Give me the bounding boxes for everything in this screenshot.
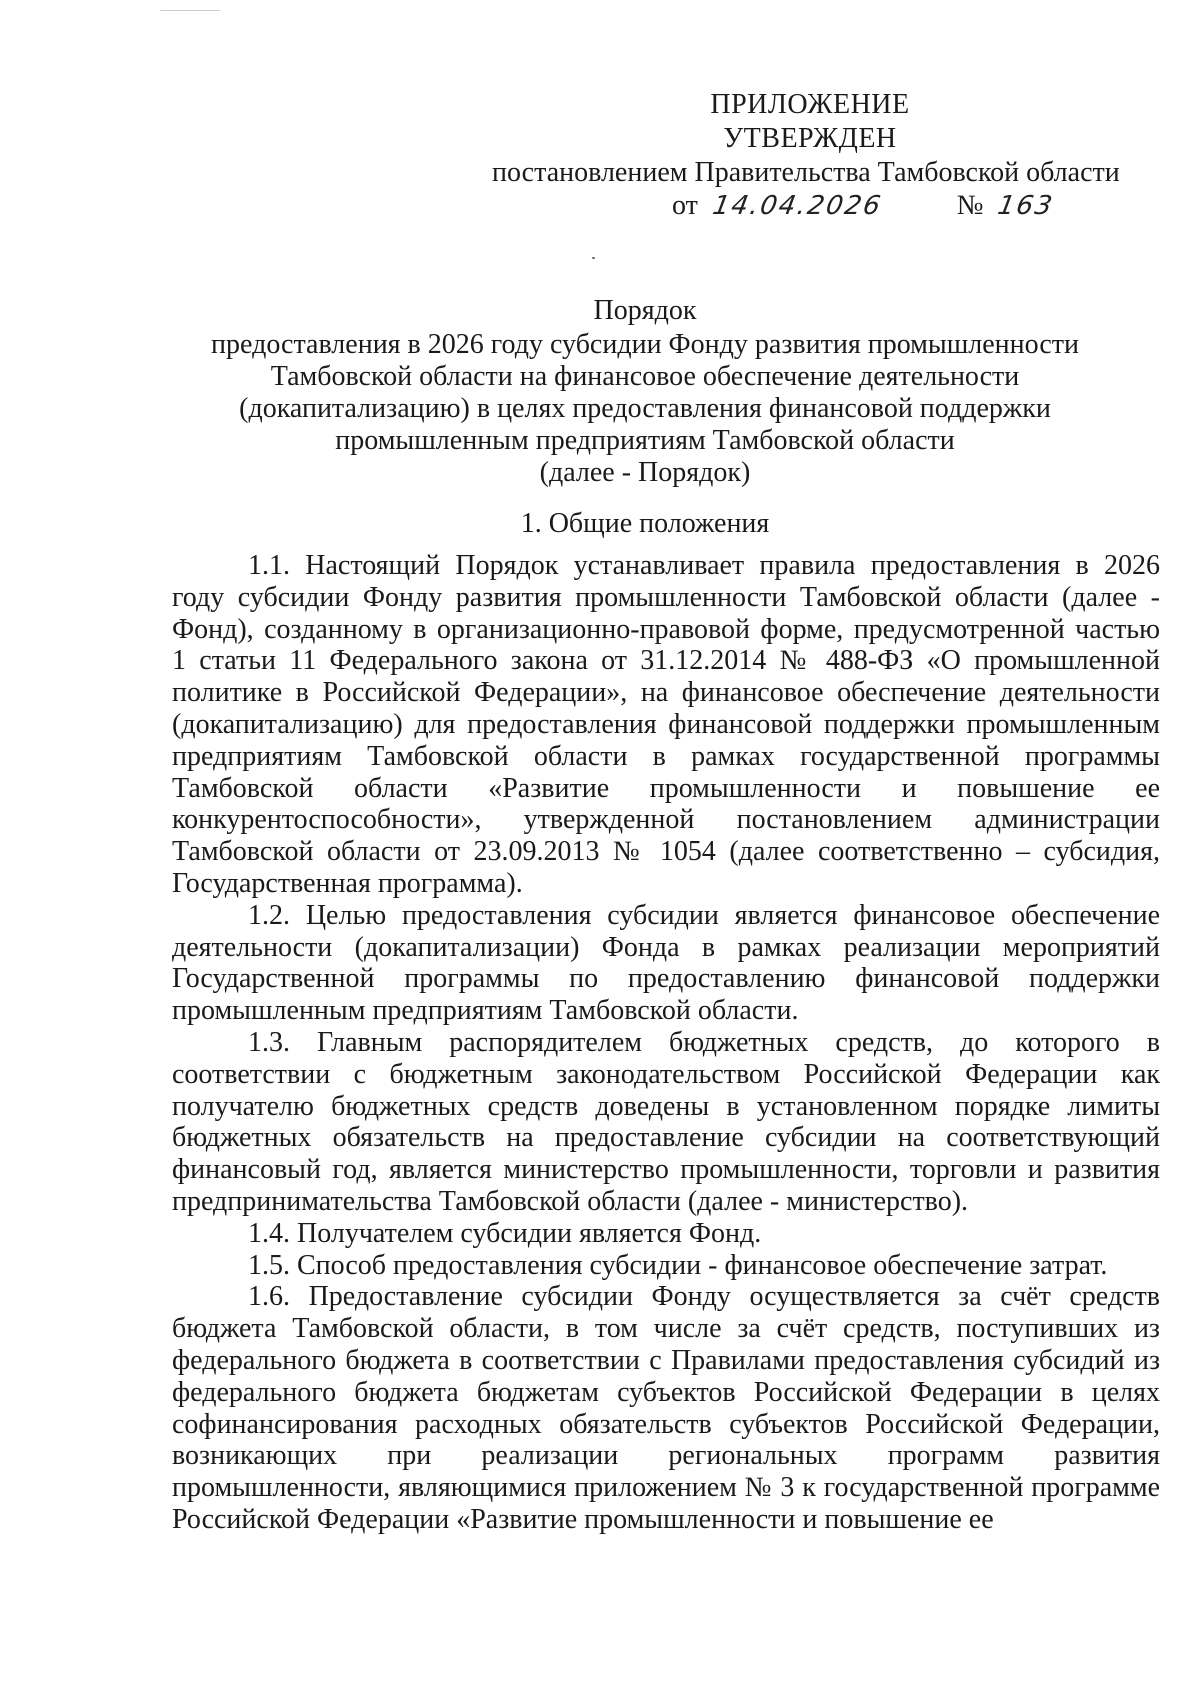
handwritten-number: 163 — [995, 191, 1057, 221]
section-heading: 1. Общие положения — [520, 508, 770, 539]
approval-header — [480, 88, 1140, 190]
title-line: промышленным предприятиям Тамбовской области — [335, 425, 955, 456]
document-title — [160, 295, 1130, 489]
title-line: (докапитализацию) в целях предоставления финансовой поддержки — [239, 393, 1051, 424]
paragraph-1-6: 1.6. Предоставление субсидии Фонду осуществляется за счёт средств бюджета Тамбовской области, в том числе за счёт средств, поступивших из федерального бюджета в соответствии с Правилами предоставления субсидий из федерального бюджета бюджетам субъектов Российской Федерации в целях софинансирования расходных обязательств субъектов Российской Федерации, возникающих при реализации региональных программ развития промышленности, являющимися приложением № 3 к государственной программе Российской Федерации «Развитие промышленности и повышение ее — [172, 1281, 1160, 1535]
paragraph-1-3: 1.3. Главным распорядителем бюджетных средств, до которого в соответствии с бюджетным законодательством Российской Федерации как получателю бюджетных средств доведены в установленном порядке лимиты бюджетных обязательств на предоставление субсидии на соответствующий финансовый год, является министерство промышленности, торговли и развития предпринимательства Тамбовской области (далее - министерство). — [172, 1026, 1160, 1217]
date-prefix: от — [672, 190, 698, 221]
handwritten-date: 14.04.2026 — [710, 191, 885, 221]
date-number-line — [672, 190, 1057, 222]
title-line: (далее - Порядок) — [539, 457, 751, 488]
document-body — [172, 550, 1160, 1536]
paragraph-1-4: 1.4. Получателем субсидии является Фонд. — [248, 1217, 762, 1249]
number-label: № — [956, 190, 984, 221]
approved-label: УТВЕРЖДЕН — [723, 123, 897, 154]
resolution-label: постановлением Правительства Тамбовской области — [492, 157, 1120, 188]
title-line: Тамбовской области на финансовое обеспечение деятельности — [270, 361, 1020, 392]
paragraph-1-1: 1.1. Настоящий Порядок устанавливает правила предоставления в 2026 году субсидии Фонду развития промышленности Тамбовской области (далее - Фонд), созданному в организационно-правовой форме, предусмотренной частью 1 статьи 11 Федерального закона от 31.12.2014 № 488-ФЗ «О промышленной политике в Российской Федерации», на финансовое обеспечение деятельности (докапитализацию) для предоставления финансовой поддержки промышленным предприятиям Тамбовской области в рамках государственной программы Тамбовской области «Развитие промышленности и повышение ее конкурентоспособности», утвержденной постановлением администрации Тамбовской области от 23.09.2013 № 1054 (далее соответственно – субсидия, Государственная программа). — [172, 550, 1160, 899]
scan-edge-mark — [160, 10, 220, 11]
appendix-label: ПРИЛОЖЕНИЕ — [710, 89, 910, 120]
scan-speck — [592, 257, 595, 259]
title-line: Порядок — [593, 295, 697, 326]
paragraph-1-2: 1.2. Целью предоставления субсидии является финансовое обеспечение деятельности (докапитализации) Фонда в рамках реализации мероприятий Государственной программы по предоставлению финансовой поддержки промышленным предприятиям Тамбовской области. — [172, 899, 1160, 1027]
title-line: предоставления в 2026 году субсидии Фонду развития промышленности — [211, 329, 1079, 360]
paragraph-1-5: 1.5. Способ предоставления субсидии - финансовое обеспечение затрат. — [248, 1249, 1108, 1281]
